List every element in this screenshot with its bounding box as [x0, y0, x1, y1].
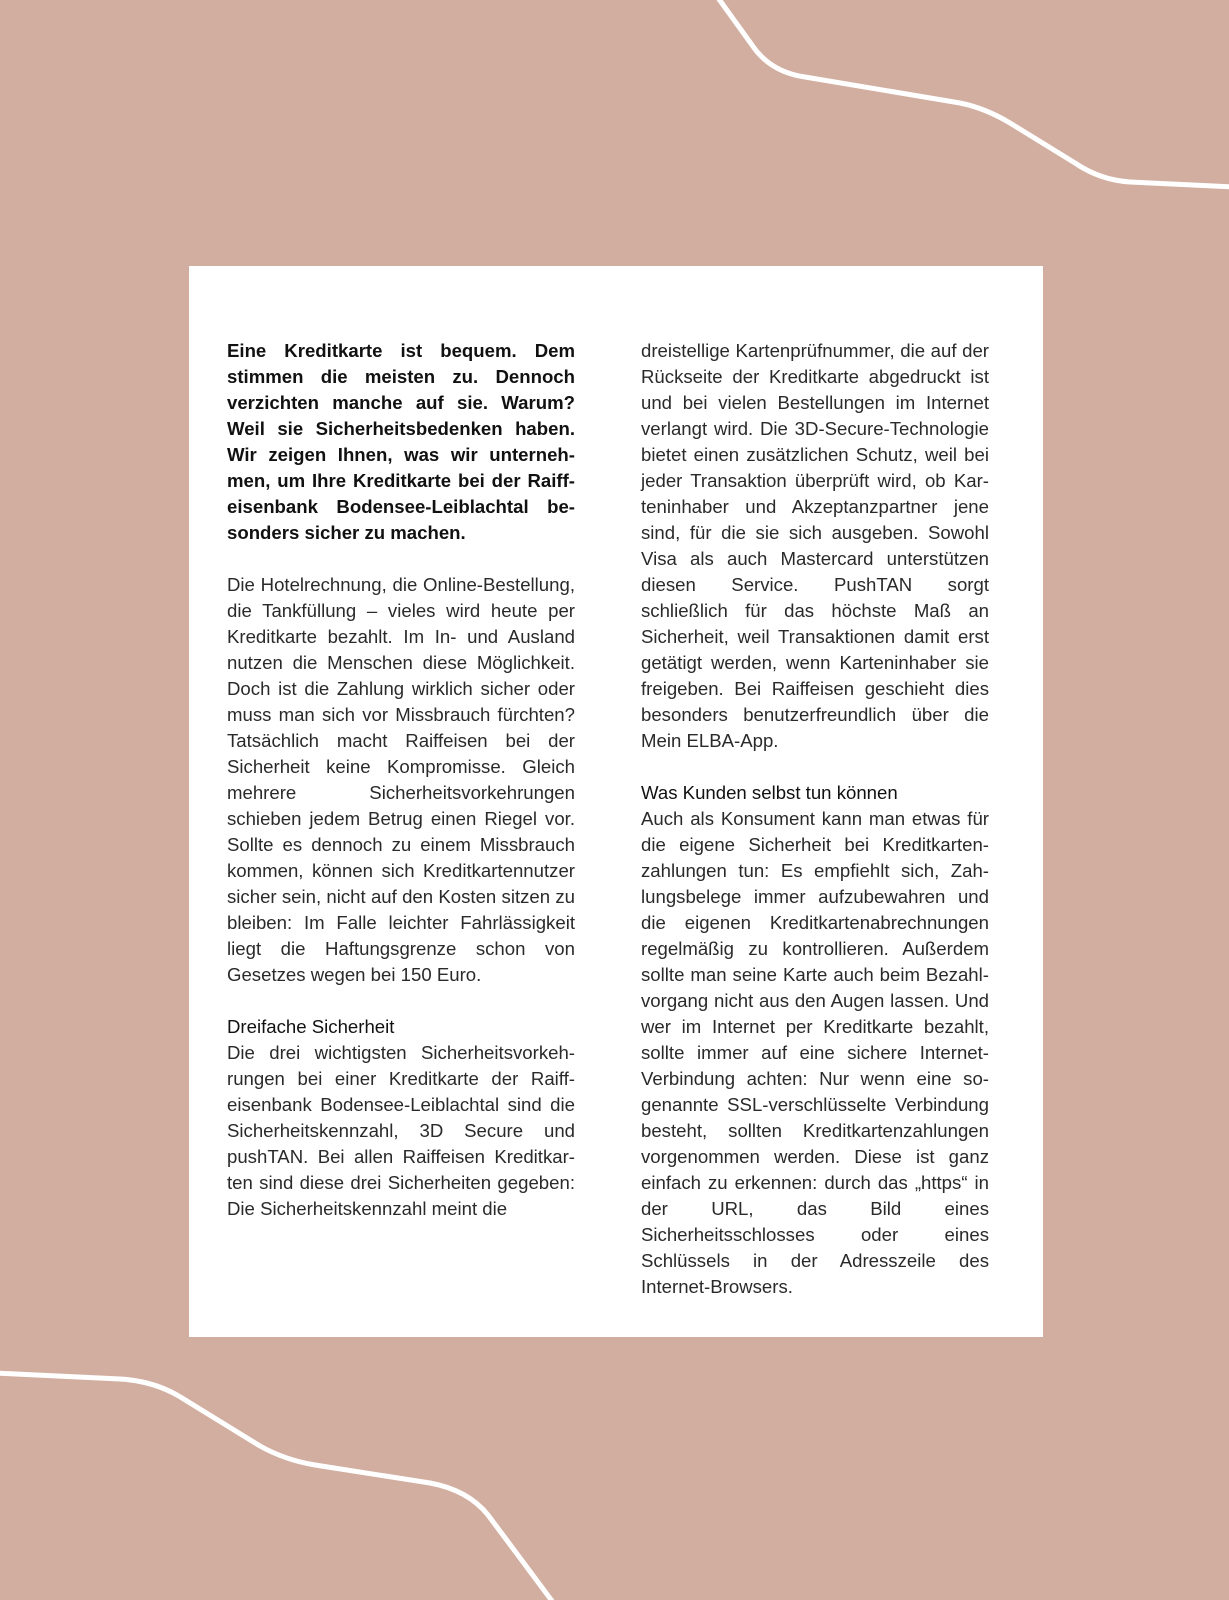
- article-column-right: [641, 338, 989, 1300]
- bottom-decorative-line: [0, 1373, 555, 1600]
- top-decorative-line: [716, 0, 1229, 187]
- article-lead: Eine Kreditkarte ist bequem. Dem stimmen die meisten zu. Dennoch verzichten manche auf sie. Warum? Weil sie Sicherheitsbedenken haben. Wir zeigen Ihnen, was wir unternehmen, um Ihre Kreditkarte bei der Raiffeisenbank Bodensee-Leiblachtal besonders sicher zu machen.: [227, 340, 575, 543]
- article-column-left: [227, 338, 575, 1222]
- section-heading: Dreifache Sicherheit: [227, 1016, 395, 1037]
- article-paragraph: Die Hotelrechnung, die Online-Bestellung, die Tankfüllung – vieles wird heute per Kreditkarte bezahlt. Im In- und Ausland nutzen die Menschen diese Möglichkeit. Doch ist die Zahlung wirklich sicher oder muss man sich vor Missbrauch fürchten? Tatsächlich macht Raiffeisen bei der Sicherheit keine Kompromisse. Gleich mehrere Sicherheitsvorkehrungen schieben jedem Betrug einen Riegel vor. Sollte es dennoch zu einem Missbrauch kommen, können sich Kreditkartennutzer sicher sein, nicht auf den Kosten sitzen zu bleiben: Im Falle leichter Fahrlässigkeit liegt die Haftungsgrenze schon von Gesetzes wegen bei 150 Euro.: [227, 574, 575, 985]
- article-paragraph: dreistellige Kartenprüfnummer, die auf der Rückseite der Kreditkarte abgedruckt ist und bei vielen Bestellungen im Internet verlangt wird. Die 3D-Secure-Technologie bietet einen zusätzlichen Schutz, weil bei jeder Transaktion überprüft wird, ob Karteninhaber und Akzeptanzpartner jene sind, für die sie sich ausgeben. Sowohl Visa als auch Mastercard unterstützen diesen Service. PushTAN sorgt schließlich für das höchste Maß an Sicherheit, weil Transaktionen damit erst getätigt werden, wenn Karteninhaber sie freigeben. Bei Raiffeisen geschieht dies besonders benutzerfreundlich über die Mein ELBA-App.: [641, 340, 989, 751]
- paragraph-spacer: [227, 546, 575, 572]
- article-paragraph: Auch als Konsument kann man etwas für die eigene Sicherheit bei Kreditkartenzahlungen tun: Es empfiehlt sich, Zahlungsbelege immer aufzubewahren und die eigenen Kreditkartenabrechnungen regelmäßig zu kontrollieren. Außerdem sollte man seine Karte auch beim Bezahlvorgang nicht aus den Augen lassen. Und wer im Internet per Kreditkarte bezahlt, sollte immer auf eine sichere Internet-Verbindung achten: Nur wenn eine sogenannte SSL-verschlüsselte Verbindung besteht, sollten Kreditkartenzahlungen vorgenommen werden. Diese ist ganz einfach zu erkennen: durch das „https“ in der URL, das Bild eines Sicherheitsschlosses oder eines Schlüssels in der Adresszeile des Internet-Browsers.: [641, 808, 989, 1297]
- paragraph-spacer: [641, 754, 989, 780]
- article-paragraph: Die drei wichtigsten Sicherheitsvorkehrungen bei einer Kreditkarte der Raiffeisenbank Bodensee-Leiblachtal sind die Sicherheitskennzahl, 3D Secure und pushTAN. Bei allen Raiffeisen Kreditkarten sind diese drei Sicherheiten gegeben: Die Sicherheitskennzahl meint die: [227, 1042, 575, 1219]
- article-card: [189, 266, 1043, 1337]
- section-heading: Was Kunden selbst tun können: [641, 782, 898, 803]
- paragraph-spacer: [227, 988, 575, 1014]
